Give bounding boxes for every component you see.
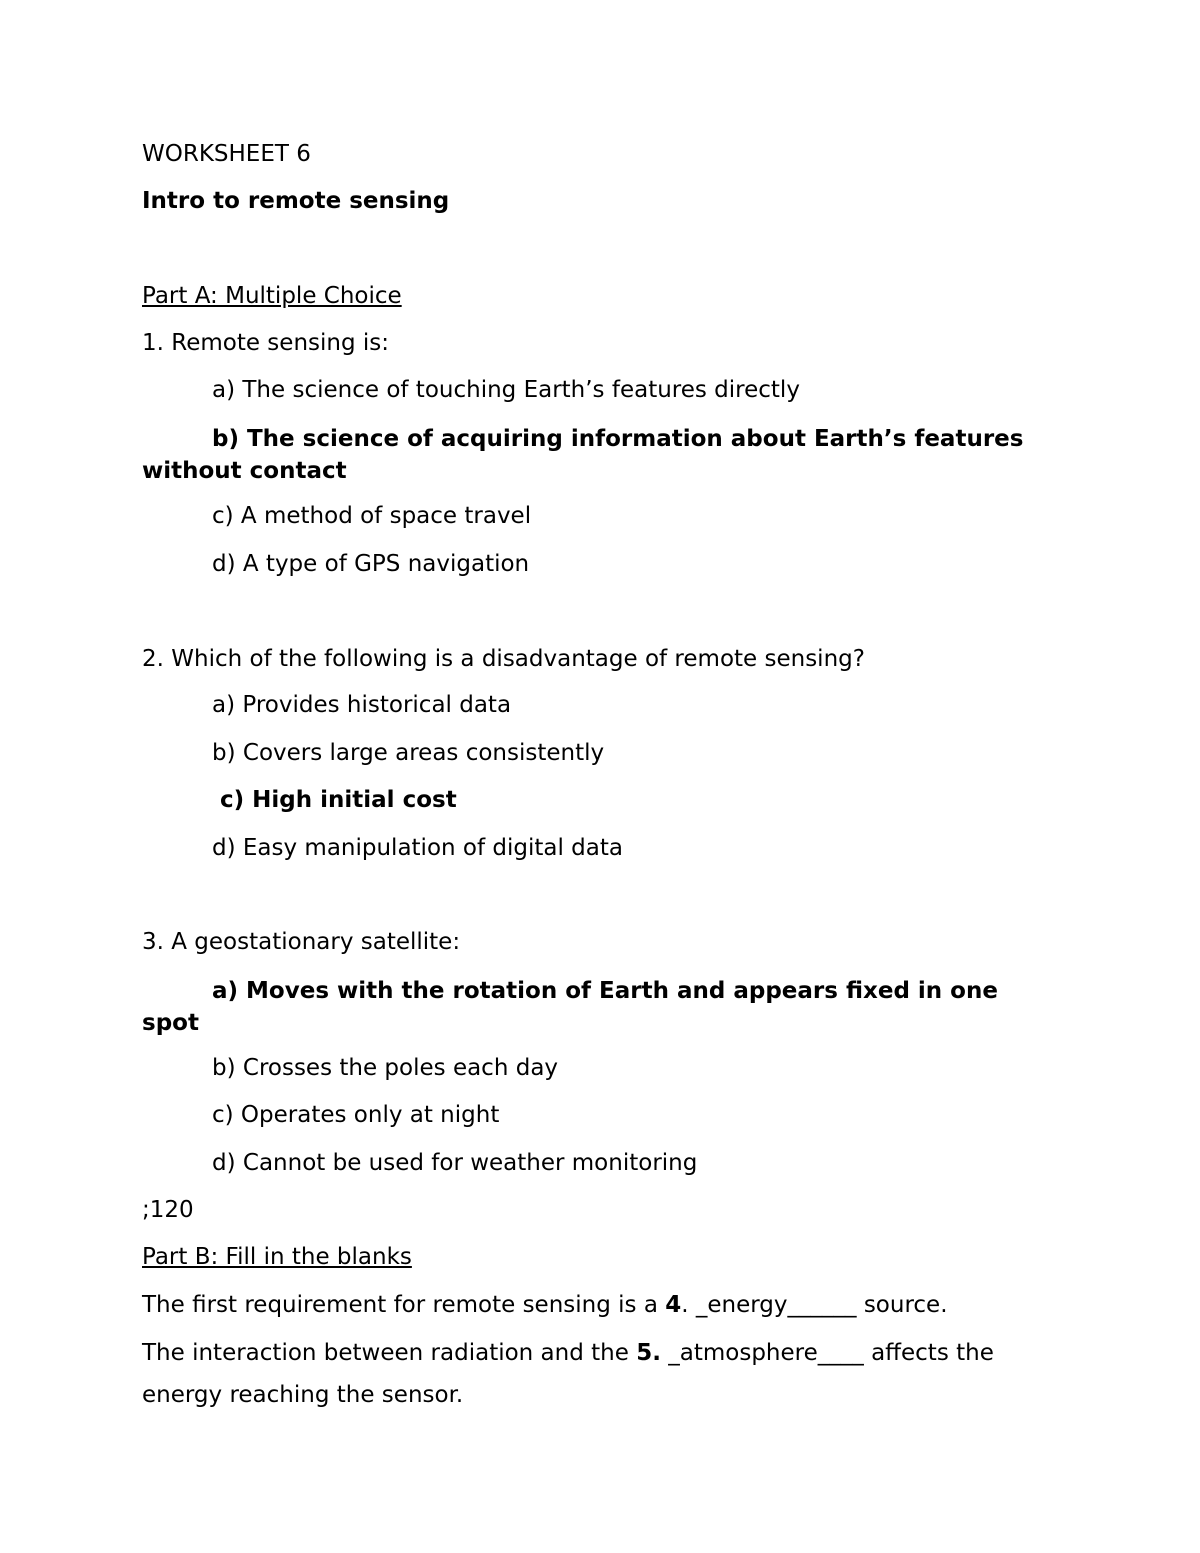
question-2-prompt: 2. Which of the following is a disadvantage of remote sensing? <box>142 646 865 672</box>
worksheet-subtitle: Intro to remote sensing <box>142 188 450 214</box>
fill-in-item-4-after: . _energy______ source. <box>681 1292 948 1318</box>
question-1-option-d: d) A type of GPS navigation <box>212 551 530 577</box>
fill-in-item-5 <box>142 1332 1042 1416</box>
question-3-option-b: b) Crosses the poles each day <box>212 1055 559 1081</box>
question-3-option-a-answer: a) Moves with the rotation of Earth and appears fixed in one spot <box>142 978 998 1036</box>
question-2-option-d: d) Easy manipulation of digital data <box>212 835 623 861</box>
question-3-prompt: 3. A geostationary satellite: <box>142 929 461 955</box>
question-1-prompt: 1. Remote sensing is: <box>142 330 390 356</box>
fill-in-item-4-before: The first requirement for remote sensing is a <box>142 1292 666 1318</box>
fill-in-item-4 <box>142 1284 1042 1326</box>
question-2-option-a: a) Provides historical data <box>212 692 512 718</box>
worksheet-title: WORKSHEET 6 <box>142 141 311 167</box>
question-1-option-c: c) A method of space travel <box>212 503 532 529</box>
question-1-option-b-answer: b) The science of acquiring information about Earth’s features without contact <box>142 426 1024 484</box>
fill-in-item-5-number: 5. <box>636 1340 661 1366</box>
fill-in-item-5-after: _atmosphere____ affects the energy reaching the sensor. <box>142 1340 994 1408</box>
fill-in-item-5-before: The interaction between radiation and the <box>142 1340 637 1366</box>
stray-text: ;120 <box>142 1197 194 1223</box>
question-1-option-a: a) The science of touching Earth’s features directly <box>212 377 800 403</box>
part-a-heading: Part A: Multiple Choice <box>142 283 402 309</box>
fill-in-item-4-number: 4 <box>665 1292 682 1318</box>
question-2-option-c-answer: c) High initial cost <box>212 787 457 813</box>
part-b-heading: Part B: Fill in the blanks <box>142 1244 412 1270</box>
question-3-option-d: d) Cannot be used for weather monitoring <box>212 1150 698 1176</box>
question-3-option-c: c) Operates only at night <box>212 1102 500 1128</box>
question-2-option-b: b) Covers large areas consistently <box>212 740 605 766</box>
